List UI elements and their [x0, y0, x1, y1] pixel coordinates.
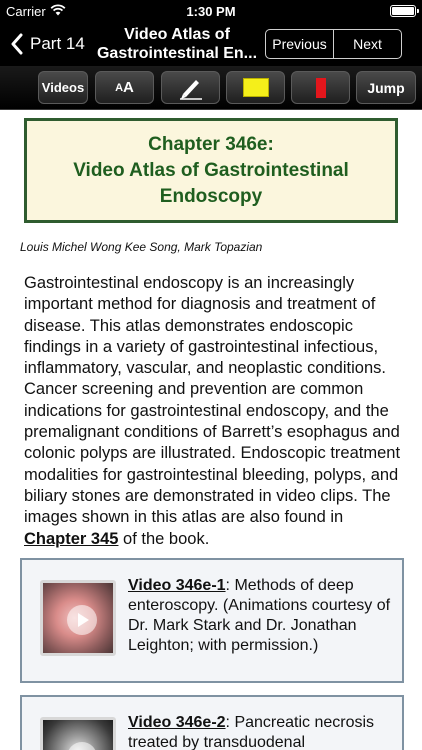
intro-suffix: of the book. [118, 529, 210, 548]
clock: 1:30 PM [186, 4, 236, 19]
chevron-left-icon [10, 33, 24, 55]
chapter-title-box [24, 118, 398, 223]
chapter-authors: Louis Michel Wong Kee Song, Mark Topazian [20, 240, 263, 254]
intro-paragraph [24, 273, 404, 550]
video-card [20, 558, 404, 683]
video-thumbnail[interactable] [40, 717, 116, 750]
video-description: : Methods of deep enteroscopy. (Animations courtesy of Dr. Mark Stark and Dr. Jonathan Leighton; with permission.) [128, 577, 391, 654]
prev-next-control [265, 29, 402, 59]
video-link[interactable]: Video 346e-2 [128, 714, 226, 731]
bookmark-button[interactable] [291, 71, 350, 104]
font-size-small-a: A [115, 81, 124, 94]
status-bar [0, 0, 422, 22]
chapter-title-line1: Video Atlas of Gastrointestinal [73, 159, 349, 181]
pen-button[interactable] [161, 71, 220, 104]
play-icon [67, 605, 97, 635]
page-title-line1: Video Atlas of [124, 26, 230, 43]
video-thumbnail[interactable] [40, 580, 116, 656]
play-icon [67, 742, 97, 750]
previous-button[interactable]: Previous [272, 36, 327, 52]
chapter-345-link[interactable]: Chapter 345 [24, 529, 119, 548]
font-size-large-a: A [123, 79, 134, 96]
chapter-content[interactable] [0, 110, 422, 750]
toolbar [0, 66, 422, 110]
page-title [94, 25, 260, 63]
highlighter-icon [243, 78, 269, 97]
video-caption [128, 713, 398, 750]
video-card [20, 695, 404, 750]
video-caption [128, 576, 398, 656]
jump-button[interactable]: Jump [356, 71, 416, 104]
next-button[interactable]: Next [333, 30, 401, 58]
video-description: : Pancreatic necrosis treated by transduodenal [128, 714, 375, 750]
navigation-bar [0, 22, 422, 66]
chapter-number: Chapter 346e: [148, 133, 274, 155]
back-button[interactable] [10, 30, 85, 58]
chapter-title-line2: Endoscopy [159, 185, 263, 207]
back-button-label: Part 14 [30, 34, 85, 53]
carrier-label: Carrier [6, 4, 46, 19]
video-link[interactable]: Video 346e-1 [128, 577, 226, 594]
font-size-button[interactable] [95, 71, 154, 104]
videos-button[interactable]: Videos [38, 71, 88, 104]
bookmark-icon [316, 78, 326, 98]
highlighter-button[interactable] [226, 71, 285, 104]
intro-text: Gastrointestinal endoscopy is an increasingly important method for diagnosis and treatment of disease. This atlas demonstrates endoscopic findings in a variety of gastrointestinal infectious, inflammatory, vascular, and neoplastic conditions. Cancer screening and prevention are common indications for gastrointestinal endoscopy, and the premalignant conditions of Barrett’s esophagus and colonic polyps are illustrated. Endoscopic treatment modalities for gastrointestinal bleeding, polyps, and biliary stones are demonstrated in video clips. The images shown in this atlas are also found in [24, 274, 401, 527]
pen-icon [178, 76, 204, 100]
page-title-line2: Gastrointestinal En... [96, 45, 258, 62]
battery-icon [390, 5, 416, 17]
